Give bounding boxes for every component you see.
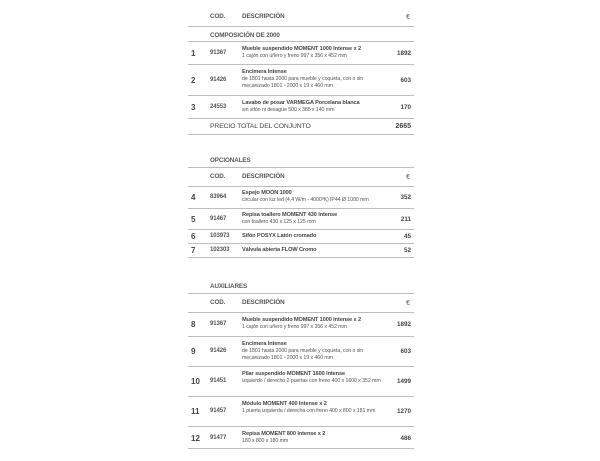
item-description <box>242 401 390 415</box>
item-detail: 180 x 800 x 180 mm <box>242 438 289 444</box>
item-title: Lavabo de posar VARMEGA Porcelana blanca <box>242 100 360 106</box>
total-row <box>188 119 414 135</box>
table-row <box>188 209 414 230</box>
item-code: 91467 <box>210 216 227 222</box>
item-price: 603 <box>400 77 411 84</box>
table-header <box>188 294 414 313</box>
item-price: 486 <box>400 435 411 442</box>
table-row <box>188 313 414 337</box>
item-code: 91451 <box>210 378 227 384</box>
item-code: 91457 <box>210 408 227 414</box>
item-title: Módulo MOMENT 400 Intense x 2 <box>242 401 327 407</box>
table-row <box>188 244 414 258</box>
header-cod: COD. <box>210 173 226 180</box>
item-number: 6 <box>191 232 196 241</box>
header-currency: € <box>406 174 410 181</box>
item-price: 352 <box>400 194 411 201</box>
item-detail: sin sifón ni desagüe 500 x 385 x 140 mm <box>242 107 335 113</box>
header-description: DESCRIPCIÓN <box>242 299 285 306</box>
section-label: COMPOSICIÓN DE 2000 <box>210 32 280 39</box>
item-price: 1499 <box>396 378 411 385</box>
item-description <box>242 371 390 385</box>
item-description <box>242 431 390 445</box>
item-code: 103973 <box>210 233 230 239</box>
section-label-row <box>188 27 414 42</box>
total-value: 2665 <box>395 123 411 130</box>
optionals-table <box>188 148 414 258</box>
item-number: 4 <box>191 193 196 202</box>
item-description <box>242 69 390 90</box>
item-title: Válvula abierta FLOW Cromo <box>242 247 317 253</box>
item-code: 24553 <box>210 104 227 110</box>
item-detail: 1 puerta izquierda / derecha con freno 400 x 800 x 181 mm <box>242 408 376 414</box>
item-title: Encimera Intense <box>242 341 287 347</box>
item-number: 1 <box>191 49 196 58</box>
composition-table <box>188 8 414 135</box>
table-header <box>188 8 414 27</box>
header-cod: COD. <box>210 13 226 20</box>
table-row <box>188 230 414 244</box>
item-detail: con toallero 430 x 125 x 125 mm <box>242 219 316 225</box>
item-price: 1892 <box>396 321 411 328</box>
item-code: 91367 <box>210 321 227 327</box>
item-number: 11 <box>191 407 200 416</box>
section-heading: AUXILIARES <box>210 283 248 290</box>
item-title: Sifón POSYX Latón cromado <box>242 233 317 239</box>
item-title: Repisa toallero MOMENT 430 Intense <box>242 212 338 218</box>
item-description <box>242 100 390 114</box>
item-description <box>242 247 390 254</box>
item-detail: izquierdo / derecho 2 puertas con freno 400 x 1600 x 352 mm <box>242 378 381 384</box>
item-price: 1892 <box>396 50 411 57</box>
item-description <box>242 341 390 362</box>
table-row <box>188 397 414 427</box>
section-heading-row <box>188 148 414 168</box>
item-price: 45 <box>403 233 411 240</box>
item-price: 603 <box>400 348 411 355</box>
section-heading: OPCIONALES <box>210 157 251 164</box>
table-row <box>188 187 414 209</box>
item-price: 1270 <box>396 408 411 415</box>
item-title: Espejo MOON 1000 <box>242 190 292 196</box>
item-description <box>242 46 390 60</box>
header-currency: € <box>406 300 410 307</box>
item-code: 83964 <box>210 194 227 200</box>
item-title: Mueble suspendido MOMENT 1000 Intense x 2 <box>242 46 361 52</box>
item-code: 91477 <box>210 435 227 441</box>
item-title: Repisa MOMENT 800 Intense x 2 <box>242 431 326 437</box>
item-detail: 1 cajón con uñero y freno 997 x 356 x 452 mm <box>242 324 347 330</box>
item-price: 52 <box>403 247 411 254</box>
table-row <box>188 65 414 96</box>
item-detail: circular con luz led (4,4 W/m - 4000ºK) IP44 Ø 1000 mm <box>242 197 369 203</box>
item-code: 102303 <box>210 247 230 253</box>
item-number: 3 <box>191 103 196 112</box>
table-row <box>188 337 414 367</box>
header-cod: COD. <box>210 299 226 306</box>
item-price: 170 <box>400 104 411 111</box>
table-row <box>188 42 414 65</box>
item-detail: de 1801 hasta 2000 para mueble y coqueta, con o sin mecanizado 1801 - 2000 x 19 x 460 mm <box>242 76 364 89</box>
item-price: 211 <box>400 216 411 223</box>
item-description <box>242 212 390 226</box>
item-number: 12 <box>191 434 200 443</box>
item-detail: de 1801 hasta 2000 para mueble y coqueta, con o sin mecanizado 1801 - 2000 x 19 x 460 mm <box>242 348 364 361</box>
total-label: PRECIO TOTAL DEL CONJUNTO <box>210 123 311 130</box>
table-row <box>188 427 414 449</box>
table-row <box>188 96 414 119</box>
item-code: 91367 <box>210 50 227 56</box>
item-title: Mueble suspendido MOMENT 1000 Intense x 2 <box>242 317 361 323</box>
item-number: 9 <box>191 347 196 356</box>
item-number: 2 <box>191 76 196 85</box>
header-description: DESCRIPCIÓN <box>242 173 285 180</box>
item-number: 10 <box>191 377 200 386</box>
item-description <box>242 317 390 331</box>
table-row <box>188 367 414 397</box>
section-heading-row <box>188 274 414 294</box>
header-description: DESCRIPCIÓN <box>242 13 285 20</box>
item-code: 91426 <box>210 77 227 83</box>
item-title: Pilar suspendido MOMENT 1600 Intense <box>242 371 346 377</box>
item-description <box>242 233 390 240</box>
table-header <box>188 168 414 187</box>
item-number: 8 <box>191 320 196 329</box>
item-number: 7 <box>191 246 196 255</box>
item-number: 5 <box>191 215 196 224</box>
header-currency: € <box>406 14 410 21</box>
item-detail: 1 cajón con uñero y freno 997 x 356 x 452 mm <box>242 53 347 59</box>
item-code: 91426 <box>210 348 227 354</box>
auxiliaries-table <box>188 274 414 449</box>
item-description <box>242 190 390 204</box>
item-title: Encimera Intense <box>242 69 287 75</box>
